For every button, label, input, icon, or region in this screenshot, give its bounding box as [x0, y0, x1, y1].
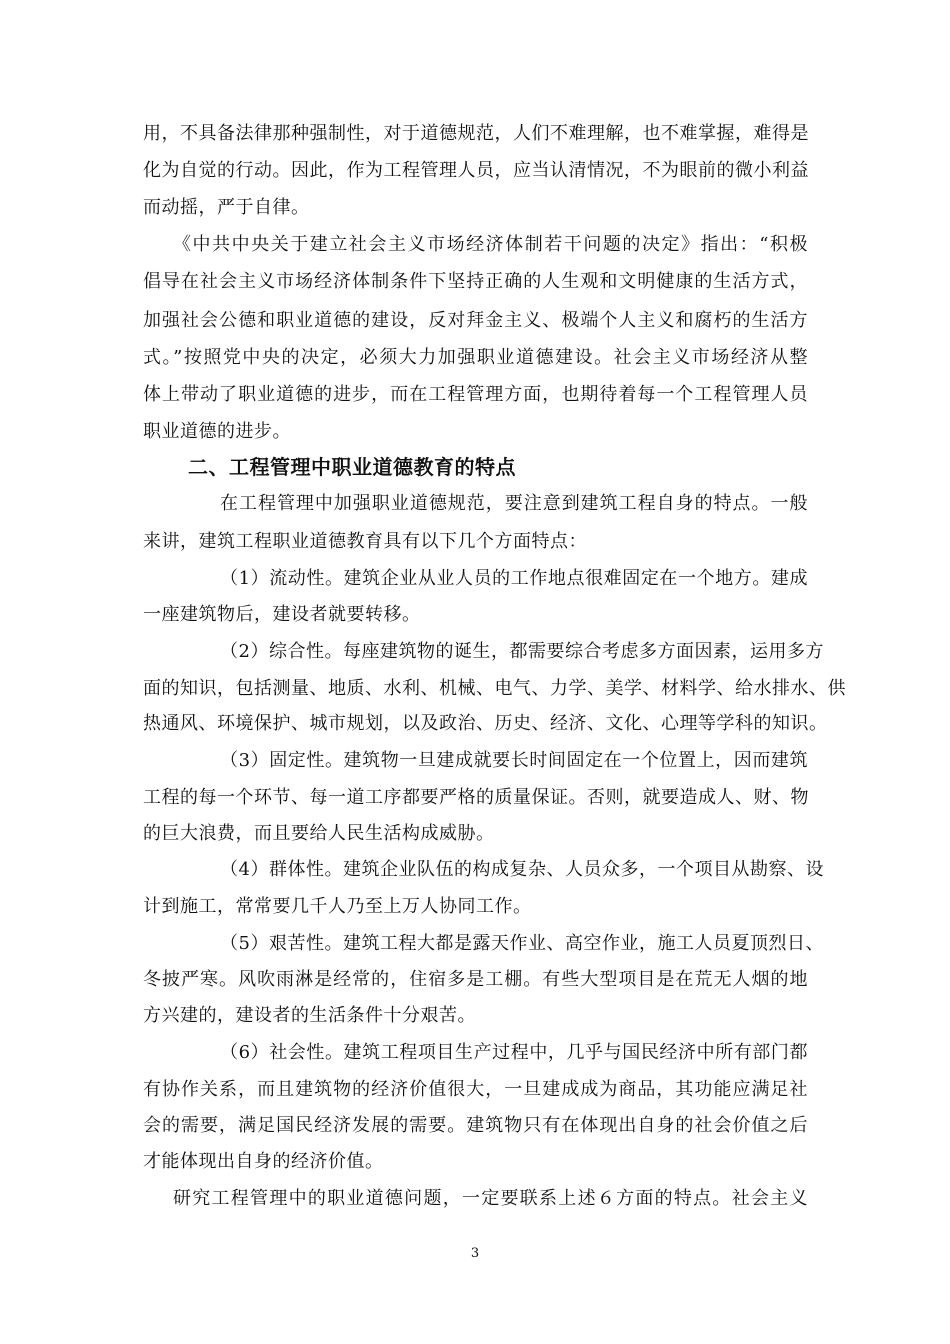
body-text-line: 职业道德的进步。	[143, 421, 291, 442]
body-text-line: （5）艰苦性。建筑工程大都是露天作业、高空作业，施工人员夏顶烈日、	[220, 933, 824, 954]
body-text-line: 才能体现出自身的经济价值。	[143, 1151, 384, 1172]
body-text-line: 面的知识，包括测量、地质、水利、机械、电气、力学、美学、材料学、给水排水、供	[143, 678, 846, 699]
body-text-line: （3）固定性。建筑物一旦建成就要长时间固定在一个位置上，因而建筑	[220, 750, 808, 771]
body-text-line: 方兴建的，建设者的生活条件十分艰苦。	[143, 1005, 476, 1026]
body-text-line: 倡导在社会主义市场经济体制条件下坚持正确的人生观和文明健康的生活方式，	[143, 271, 808, 292]
body-text-line: 而动摇，严于自律。	[143, 197, 310, 218]
body-text-line: 工程的每一个环节、每一道工序都要严格的质量保证。否则，就要造成人、财、物	[143, 787, 809, 808]
body-text-line: 研究工程管理中的职业道德问题，一定要联系上述６方面的特点。社会主义	[173, 1188, 808, 1209]
body-text-line: 用，不具备法律那种强制性，对于道德规范，人们不难理解，也不难掌握，难得是	[143, 123, 809, 144]
body-text-line: 体上带动了职业道德的进步，而在工程管理方面，也期待着每一个工程管理人员	[143, 384, 808, 405]
body-text-line: （4）群体性。建筑企业队伍的构成复杂、人员众多，一个项目从勘察、设	[220, 859, 824, 880]
body-text-line: 热通风、环境保护、城市规划，以及政治、历史、经济、文化、心理等学科的知识。	[143, 713, 828, 734]
body-text-line: 化为自觉的行动。因此，作为工程管理人员，应当认清情况，不为眼前的微小利益	[143, 160, 809, 181]
body-text-line: 计到施工，常常要几千人乃至上万人协同工作。	[143, 896, 532, 917]
body-text-line: 有协作关系，而且建筑物的经济价值很大，一旦建成成为商品，其功能应满足社	[143, 1079, 808, 1100]
body-text-line: 的巨大浪费，而且要给人民生活构成威胁。	[143, 823, 495, 844]
body-text-line: （2）综合性。每座建筑物的诞生，都需要综合考虑多方面因素，运用多方	[220, 641, 824, 662]
body-text-line: 在工程管理中加强职业道德规范，要注意到建筑工程自身的特点。一般	[220, 493, 808, 514]
body-text-line: 式。”按照党中央的决定，必须大力加强职业道德建设。社会主义市场经济从整	[143, 347, 808, 368]
body-text-line: 来讲，建筑工程职业道德教育具有以下几个方面特点：	[143, 531, 587, 552]
body-text-line: 一座建筑物后，建设者就要转移。	[143, 604, 421, 625]
section-heading: 二、工程管理中职业道德教育的特点	[188, 455, 516, 479]
page-number: 3	[470, 1246, 480, 1261]
body-text-line: 会的需要，满足国民经济发展的需要。建筑物只有在体现出自身的社会价值之后	[143, 1115, 808, 1136]
body-text-line: 《中共中央关于建立社会主义市场经济体制若干问题的决定》指出：“积极	[173, 234, 808, 255]
body-text-line: （6）社会性。建筑工程项目生产过程中，几乎与国民经济中所有部门都	[220, 1042, 808, 1063]
body-text-line: 冬披严寒。风吹雨淋是经常的，住宿多是工棚。有些大型项目是在荒无人烟的地	[143, 969, 808, 990]
body-text-line: 加强社会公德和职业道德的建设，反对拜金主义、极端个人主义和腐朽的生活方	[143, 310, 808, 331]
body-text-line: （1）流动性。建筑企业从业人员的工作地点很难固定在一个地方。建成	[220, 568, 808, 589]
